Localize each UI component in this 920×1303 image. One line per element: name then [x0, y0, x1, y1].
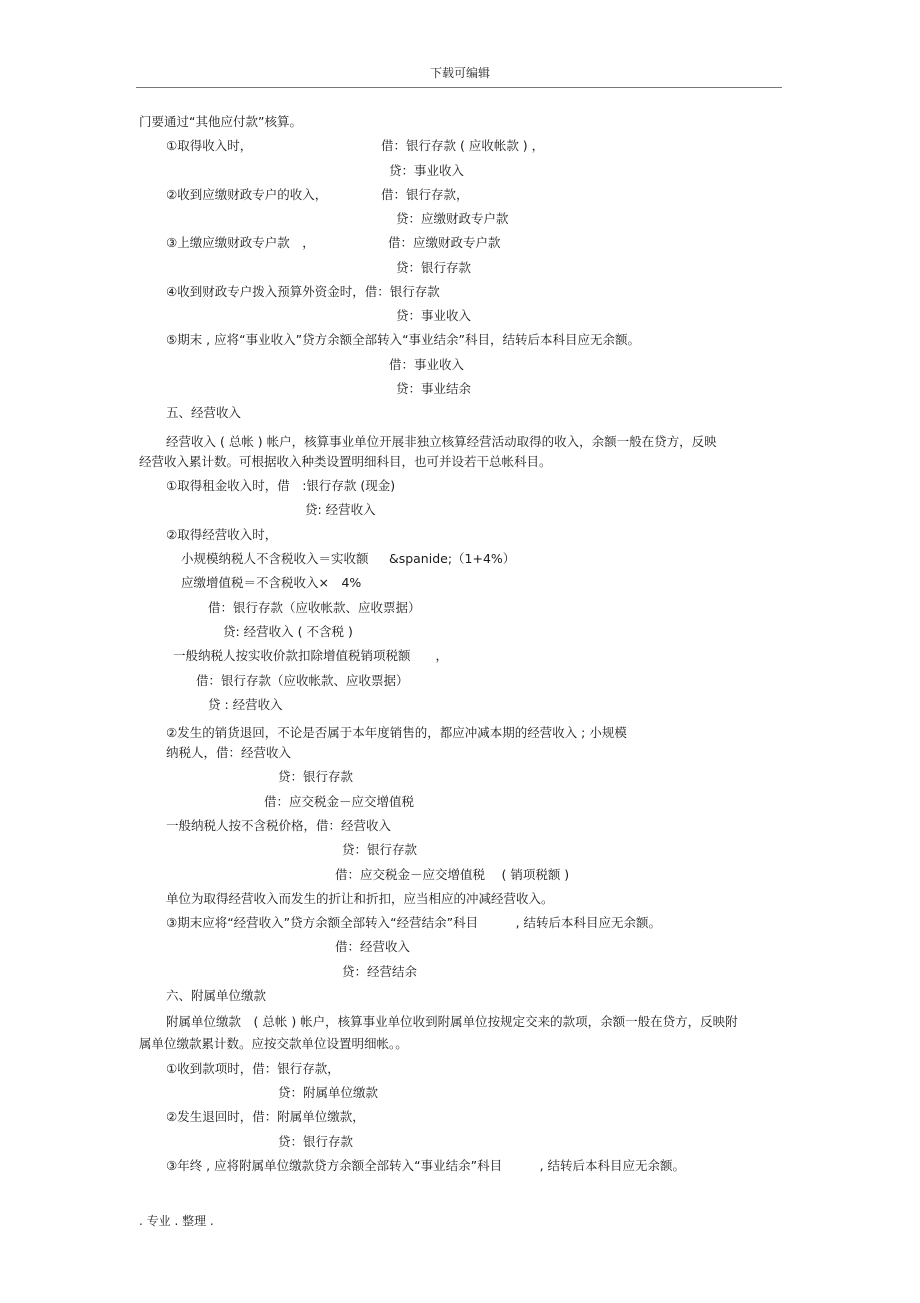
text-line: 借：事业收入	[389, 357, 465, 372]
text-line: 门要通过“其他应付款”核算。	[139, 114, 302, 129]
text-line: 借：银行存款，	[381, 187, 469, 202]
text-line: ③上缴应缴财政专户款 ，	[166, 235, 315, 250]
text-line: ①取得收入时，	[166, 138, 253, 153]
text-line: 借：银行存款 ( 应收帐款 ) ，	[381, 138, 545, 153]
section-heading: 五、经营收入	[166, 405, 242, 420]
text-line: 附属单位缴款 ( 总帐 ) 帐户，核算事业单位收到附属单位按规定交来的款项，余额一般在贷方，反映附	[166, 1014, 738, 1029]
text-line: 纳税人，借：经营收入	[166, 745, 292, 760]
text-line: 贷：银行存款	[396, 260, 472, 275]
page-footer: . 专业 . 整理 .	[139, 1214, 214, 1228]
text-line: ②发生退回时，借：附属单位缴款，	[166, 1109, 365, 1124]
text-line: 贷：附属单位缴款	[278, 1085, 379, 1100]
section-heading: 六、附属单位缴款	[166, 988, 267, 1003]
text-line: 借：应交税金－应交增值税	[264, 794, 415, 809]
text-line: ②取得经营收入时，	[166, 527, 278, 542]
text-line: 贷：银行存款	[278, 769, 354, 784]
text-line: 贷：应缴财政专户款	[396, 211, 509, 226]
text-line: 贷: 经营收入 ( 不含税 )	[223, 624, 353, 639]
text-line: ①收到款项时，借：银行存款，	[166, 1061, 340, 1076]
page-header: 下载可编辑	[429, 66, 490, 80]
text-line: ③年终 , 应将附属单位缴款贷方余额全部转入“事业结余”科目 , 结转后本科目应无余额。	[166, 1158, 686, 1173]
text-line: 一般纳税人按不含税价格，借：经营收入	[166, 818, 392, 833]
text-line: 贷：经营结余	[342, 964, 418, 979]
text-line: 单位为取得经营收入而发生的折让和折扣，应当相应的冲减经营收入。	[166, 891, 554, 906]
text-line: 贷：银行存款	[342, 842, 418, 857]
text-line: 属单位缴款累计数。应按交款单位设置明细帐。。	[139, 1036, 408, 1051]
text-line: ②收到应缴财政专户的收入，	[166, 187, 328, 202]
text-line: 贷：事业收入	[396, 308, 472, 323]
text-line: ④收到财政专户拨入预算外资金时，借：银行存款	[166, 284, 440, 299]
header-rule	[136, 87, 782, 88]
text-line: 贷: 经营收入	[305, 502, 376, 517]
text-line: ②发生的销货退回，不论是否属于本年度销售的，都应冲减本期的经营收入 ; 小规模	[166, 725, 627, 740]
text-line: 借：经营收入	[335, 939, 411, 954]
text-line: ⑤期末 , 应将“事业收入”贷方余额全部转入“事业结余”科目，结转后本科目应无余额。	[166, 332, 641, 347]
text-line: 贷 : 经营收入	[208, 697, 283, 712]
text-line: 贷：事业结余	[396, 381, 472, 396]
text-line: 贷：事业收入	[389, 163, 465, 178]
text-line: 小规模纳税人不含税收入＝实收额 &spanide;（1+4%）	[181, 551, 516, 566]
text-line: 借：应交税金－应交增值税 ( 销项税额 )	[335, 867, 570, 882]
text-line: ③期末应将“经营收入”贷方余额全部转入“经营结余”科目 , 结转后本科目应无余额。	[166, 915, 662, 930]
text-line: ①取得租金收入时，借 :银行存款 (现金)	[166, 478, 396, 493]
text-line: 经营收入累计数。可根据收入种类设置明细科目，也可并设若干总帐科目。	[139, 454, 552, 469]
text-line: 借：应缴财政专户款	[388, 235, 501, 250]
text-line: 借：银行存款（应收帐款、应收票据）	[196, 673, 409, 688]
text-line: 应缴增值税＝不含税收入× 4%	[181, 575, 362, 590]
text-line: 借：银行存款（应收帐款、应收票据）	[208, 600, 421, 615]
text-line: 贷：银行存款	[278, 1134, 354, 1149]
text-line: 经营收入 ( 总帐 ) 帐户，核算事业单位开展非独立核算经营活动取得的收入，余额一般在贷方，反映	[166, 434, 717, 449]
text-line: 一般纳税人按实收价款扣除增值税销项税额 ，	[173, 648, 449, 663]
